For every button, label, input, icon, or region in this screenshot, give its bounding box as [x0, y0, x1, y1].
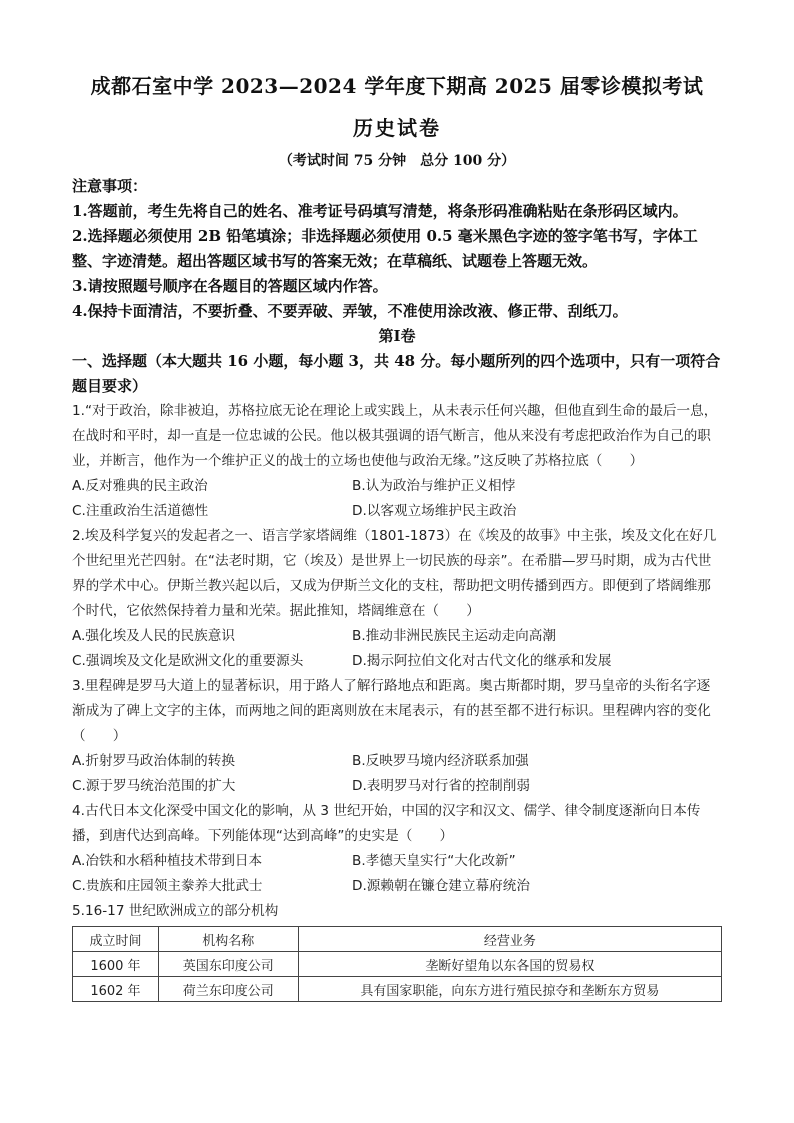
- option-d: D.源赖朝在镰仓建立幕府统治: [352, 878, 530, 894]
- question-5: [72, 899, 722, 1002]
- notice-item-2: 2.选择题必须使用 2B 铅笔填涂；非选择题必须使用 0.5 毫米黑色字迹的签字笔书写，字体工整、字迹清楚。超出答题区域书写的答案无效；在草稿纸、试题卷上答题无效。: [72, 227, 698, 270]
- question-4: [72, 799, 722, 899]
- option-c: C.注重政治生活道德性: [72, 503, 209, 519]
- question-options: [72, 474, 722, 524]
- option-a: A.折射罗马政治体制的转换: [72, 753, 235, 769]
- question-3: [72, 674, 722, 799]
- part-title: 第Ⅰ卷: [378, 327, 416, 345]
- exam-content: [72, 174, 722, 1002]
- option-a: A.冶铁和水稻种植技术带到日本: [72, 853, 263, 869]
- question-options: [72, 749, 722, 799]
- section-title: 一、选择题（本大题共 16 小题，每小题 3，共 48 分。每小题所列的四个选项中，只有一项符合题目要求）: [72, 352, 721, 395]
- option-b: B.推动非洲民族民主运动走向高潮: [352, 628, 556, 644]
- option-a: A.强化埃及人民的民族意识: [72, 628, 235, 644]
- option-b: B.认为政治与维护正义相悖: [352, 478, 516, 494]
- table-cell: 具有国家职能，向东方进行殖民掠夺和垄断东方贸易: [298, 977, 721, 1002]
- option-a: A.反对雅典的民主政治: [72, 478, 208, 494]
- column-header: 机构名称: [158, 927, 298, 952]
- question-options: [72, 849, 722, 899]
- table-cell: 荷兰东印度公司: [158, 977, 298, 1002]
- option-d: D.表明罗马对行省的控制削弱: [352, 778, 530, 794]
- notice-heading: 注意事项：: [72, 177, 148, 195]
- notice-item-3: 3.请按照题号顺序在各题目的答题区域内作答。: [72, 277, 388, 295]
- table-header-row: [73, 927, 722, 952]
- table-caption: 5.16-17 世纪欧洲成立的部分机构: [72, 903, 279, 919]
- notice-item-1: 1.答题前，考生先将自己的姓名、准考证号码填写清楚，将条形码准确粘贴在条形码区域内。: [72, 202, 688, 220]
- question-1: [72, 399, 722, 524]
- table-row: [73, 977, 722, 1002]
- table-cell: 垄断好望角以东各国的贸易权: [298, 952, 721, 977]
- option-c: C.贵族和庄园领主豢养大批武士: [72, 878, 263, 894]
- exam-info: （考试时间 75 分钟 总分 100 分）: [278, 153, 516, 169]
- option-b: B.反映罗马境内经济联系加强: [352, 753, 529, 769]
- column-header: 经营业务: [298, 927, 721, 952]
- table-cell: 英国东印度公司: [158, 952, 298, 977]
- table-cell: 1600 年: [73, 952, 159, 977]
- question-stem: 2.埃及科学复兴的发起者之一、语言学家塔阔维（1801-1873）在《埃及的故事》中主张，埃及文化在好几个世纪里光芒四射。在“法老时期，它（埃及）是世界上一切民族的母亲”。在希腊—罗马时期，成为古代世界的学术中心。伊斯兰教兴起以后，又成为伊斯兰文化的支柱，帮助把文明传播到西方。即便到了塔阔维那个时代，它依然保持着力量和光荣。据此推知，塔阔维意在（ ）: [72, 528, 717, 619]
- option-d: D.揭示阿拉伯文化对古代文化的继承和发展: [352, 653, 612, 669]
- option-b: B.孝德天皇实行“大化改新”: [352, 853, 516, 869]
- main-title: 成都石室中学 2023—2024 学年度下期高 2025 届零诊模拟考试: [90, 74, 704, 98]
- notice-item-4: 4.保持卡面清洁，不要折叠、不要弄破、弄皱，不准使用涂改液、修正带、刮纸刀。: [72, 302, 628, 320]
- sub-title: 历史试卷: [353, 116, 441, 140]
- question-stem: 4.古代日本文化深受中国文化的影响，从 3 世纪开始，中国的汉字和汉文、儒学、律令制度逐渐向日本传播，到唐代达到高峰。下列能体现“达到高峰”的史实是（ ）: [72, 803, 701, 844]
- table-row: [73, 952, 722, 977]
- question-options: [72, 624, 722, 674]
- question-2: [72, 524, 722, 674]
- question-stem: 1.“对于政治，除非被迫，苏格拉底无论在理论上或实践上，从未表示任何兴趣，但他直到生命的最后一息，在战时和平时，却一直是一位忠诚的公民。他以极其强调的语气断言，他从来没有考虑把政治作为自己的职业，并断言，他作为一个维护正义的战士的立场也使他与政治无缘。”这反映了苏格拉底（ ）: [72, 403, 718, 469]
- organizations-table: [72, 926, 722, 1002]
- table-cell: 1602 年: [73, 977, 159, 1002]
- column-header: 成立时间: [73, 927, 159, 952]
- question-stem: 3.里程碑是罗马大道上的显著标识，用于路人了解行路地点和距离。奥古斯都时期，罗马皇帝的头衔名字逐渐成为了碑上文字的主体，而两地之间的距离则放在末尾表示，有的甚至都不进行标识。里程碑内容的变化（ ）: [72, 678, 711, 744]
- option-c: C.源于罗马统治范围的扩大: [72, 778, 236, 794]
- option-c: C.强调埃及文化是欧洲文化的重要源头: [72, 653, 304, 669]
- option-d: D.以客观立场维护民主政治: [352, 503, 517, 519]
